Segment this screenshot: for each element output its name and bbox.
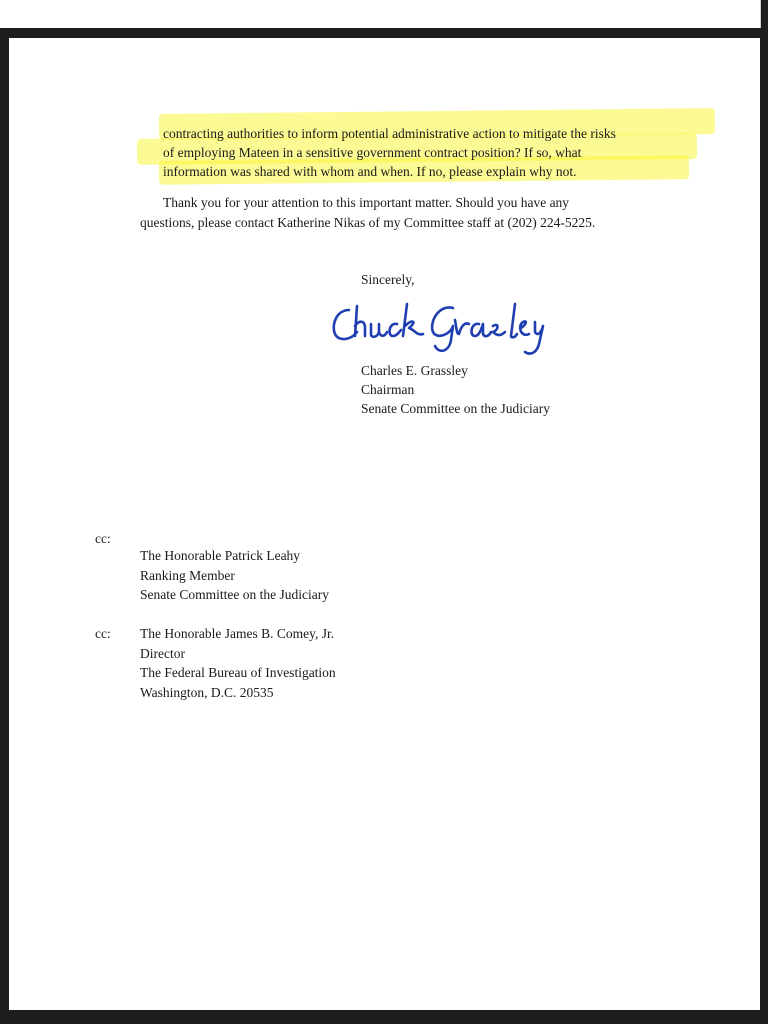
signer-title: Chairman: [361, 382, 415, 397]
document-page: [9, 38, 760, 1010]
paragraph-line: of employing Mateen in a sensitive government contract position? If so, what: [163, 145, 582, 160]
cc-label: cc:: [95, 626, 111, 641]
cc-line: Ranking Member: [140, 568, 235, 583]
signature: [327, 296, 547, 358]
paragraph-line: information was shared with whom and when. If no, please explain why not.: [163, 164, 577, 179]
signer-org: Senate Committee on the Judiciary: [361, 401, 550, 416]
closing-text: Sincerely,: [361, 272, 415, 287]
paragraph-line: questions, please contact Katherine Nikas of my Committee staff at (202) 224-5225.: [140, 215, 596, 230]
signer-name: Charles E. Grassley: [361, 363, 468, 378]
cc-line: Washington, D.C. 20535: [140, 685, 274, 700]
cc-line: Senate Committee on the Judiciary: [140, 587, 329, 602]
signature-image: [327, 296, 547, 358]
cc-line: The Honorable Patrick Leahy: [140, 548, 301, 563]
viewer-top-strip: [0, 0, 761, 28]
paragraph-line: Thank you for your attention to this important matter. Should you have any: [163, 195, 570, 210]
cc-line: Director: [140, 646, 185, 661]
paragraph-line: contracting authorities to inform potential administrative action to mitigate the risks: [163, 126, 616, 141]
cc-line: The Federal Bureau of Investigation: [140, 665, 336, 680]
cc-label: cc:: [95, 531, 111, 546]
cc-line: The Honorable James B. Comey, Jr.: [140, 626, 335, 641]
